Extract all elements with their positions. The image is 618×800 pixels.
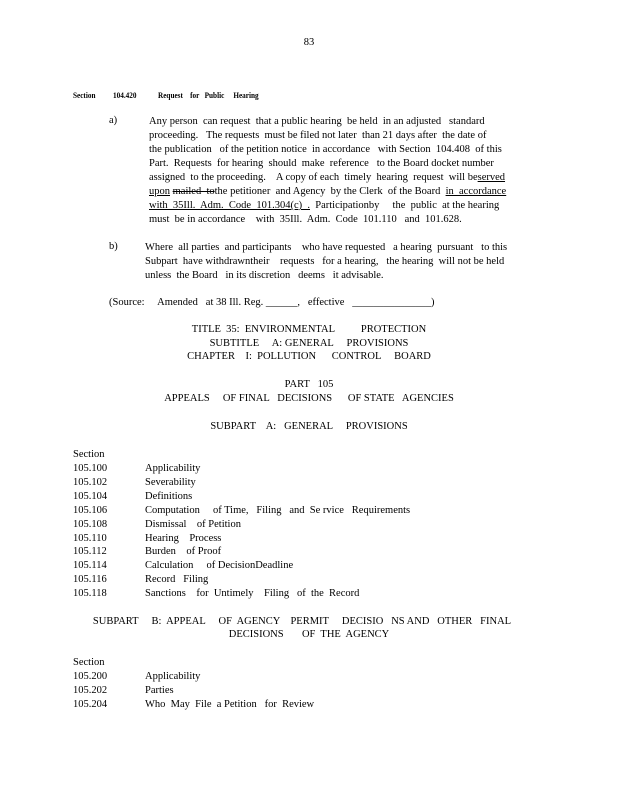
para-a-deleted-mailed: mailed to: [172, 186, 215, 197]
toc-entry-title: Calculation of DecisionDeadline: [145, 560, 294, 572]
para-a-line-4: Part. Requests for hearing should make reference to the Board docket number: [149, 158, 494, 169]
toc-entry-title: Record Filing: [145, 574, 209, 586]
para-a-line-3: the publication of the petition notice in accordance with Section 104.408 of this: [149, 144, 502, 155]
para-a-line-7: with 35Ill. Adm. Code 101.304(c) . Participationby the public at the hearing: [149, 200, 500, 211]
para-b-line-1: Where all parties and participants who have requested a hearing pursuant to this: [145, 242, 508, 253]
chapter-line: CHAPTER I: POLLUTION CONTROL BOARD: [187, 351, 431, 362]
toc-entry-title: Applicability: [145, 671, 201, 682]
page-number: 83: [303, 37, 315, 48]
toc-entry-number: 105.202: [73, 684, 108, 696]
para-b-line-2: Subpart have withdrawntheir requests for a hearing, the hearing will not be held: [145, 256, 505, 267]
para-b-line-3: unless the Board in its discretion deems it advisable.: [145, 270, 384, 281]
para-a-inserted-citation: with 35Ill. Adm. Code 101.304(c) .: [149, 200, 310, 211]
toc-entry-title: Sanctions for Untimely Filing of the Record: [145, 588, 360, 600]
para-a-line-5: assigned to the proceeding. A copy of each timely hearing request will beserved: [149, 172, 506, 183]
section-title: Request for Public Hearing: [158, 90, 259, 100]
toc-entry-number: 105.118: [73, 588, 107, 600]
toc-entry-title: Severability: [145, 476, 196, 488]
para-a-line-8: must be in accordance with 35Ill. Adm. Code 101.110 and 101.628.: [149, 214, 462, 225]
toc-entry-title: Parties: [145, 684, 174, 696]
toc-entry-number: 105.114: [73, 560, 107, 572]
source-line: (Source: Amended at 38 Ill. Reg. ______, effective _______________): [109, 297, 435, 308]
toc-entry-number: 105.204: [73, 698, 108, 710]
part-title: APPEALS OF FINAL DECISIONS OF STATE AGENCIES: [164, 393, 454, 404]
subpart-b-heading-line-2: DECISIONS OF THE AGENCY: [228, 629, 390, 640]
para-a-inserted-upon: upon: [149, 186, 170, 197]
toc-entry-number: 105.100: [73, 463, 108, 474]
toc-entry-number: 105.200: [73, 671, 108, 682]
section-number: 104.420: [113, 90, 137, 100]
toc-entry-number: 105.102: [73, 476, 108, 488]
para-a-line-1: Any person can request that a public hearing be held in an adjusted standard: [149, 116, 485, 127]
toc-entry-number: 105.106: [73, 504, 108, 516]
para-a-line-2: proceeding. The requests must be filed not later than 21 days after the date of: [149, 130, 487, 141]
subtitle-line: SUBTITLE A: GENERAL PROVISIONS: [209, 338, 409, 349]
title-line: TITLE 35: ENVIRONMENTAL PROTECTION: [191, 324, 427, 335]
toc-entry-title: Burden of Proof: [145, 546, 222, 558]
toc-entry-number: 105.108: [73, 518, 108, 530]
toc-entry-title: Who May File a Petition for Review: [145, 698, 315, 710]
section-label: Section: [73, 90, 96, 100]
toc-entry-number: 105.110: [73, 532, 107, 544]
section-column-label-a: Section: [73, 449, 105, 460]
toc-entry-title: Computation of Time, Filing and Se rvice Requirements: [145, 504, 411, 516]
toc-entry-title: Hearing Process: [145, 532, 222, 544]
section-column-label-b: Section: [73, 657, 105, 668]
toc-entry-number: 105.104: [73, 490, 108, 502]
para-a-inserted-served: served: [477, 172, 506, 183]
toc-entry-title: Applicability: [145, 463, 201, 474]
para-b-marker: b): [109, 241, 118, 252]
part-number: PART 105: [284, 379, 334, 390]
toc-entry-number: 105.116: [73, 574, 107, 586]
subpart-a-heading: SUBPART A: GENERAL PROVISIONS: [210, 421, 408, 432]
para-a-line-6: upon mailed tothe petitioner and Agency by the Clerk of the Board in accordance: [149, 186, 507, 197]
toc-entry-title: Dismissal of Petition: [145, 518, 241, 530]
toc-entry-title: Definitions: [145, 490, 193, 502]
para-a-inserted-accordance: in accordance: [445, 186, 507, 197]
para-a-marker: a): [109, 115, 118, 126]
subpart-b-heading-line-1: SUBPART B: APPEAL OF AGENCY PERMIT DECISIO NS AND OTHER FINAL: [92, 616, 512, 627]
toc-entry-number: 105.112: [73, 546, 107, 558]
